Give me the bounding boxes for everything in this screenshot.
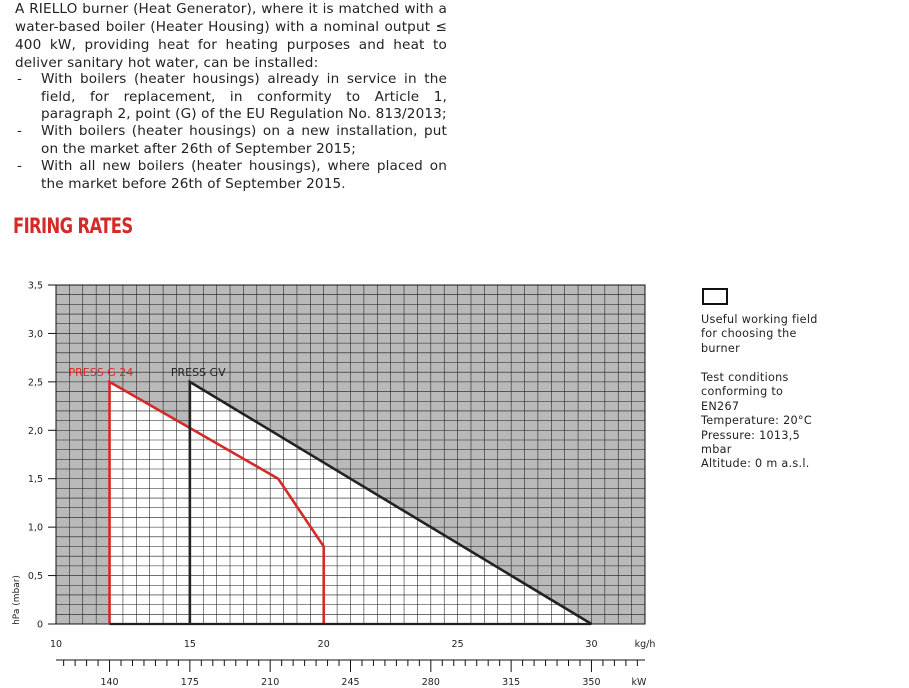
legend-line: Temperature: 20°C [701, 414, 812, 428]
x-tick-label-kgh: 30 [585, 639, 598, 650]
legend-line: for choosing the [701, 327, 797, 341]
x-tick-label-kgh: 10 [49, 639, 63, 650]
y-tick-label: 0,5 [27, 571, 43, 583]
bullet-text: With boilers (heater housings) on a new installation, put on the market after 26th of September 2015; [41, 123, 447, 157]
bullet-dash: - [17, 123, 23, 139]
legend-line: Altitude: 0 m a.s.l. [701, 457, 810, 471]
x-tick-label-kw: 245 [341, 677, 360, 688]
y-tick-label: 2,5 [27, 377, 43, 389]
y-tick-label: 1,5 [27, 474, 43, 486]
x-tick-label-kw: 315 [502, 677, 521, 688]
bullet-text: With all new boilers (heater housings), where placed on the market before 26th of September 2015. [41, 158, 447, 192]
legend-line: Test conditions [701, 371, 789, 384]
series-label-press-gv: PRESS GV [170, 365, 226, 379]
x-tick-label-kw: 280 [421, 677, 440, 688]
x-unit-kgh: kg/h [634, 639, 656, 650]
x-tick-label-kgh: 20 [317, 639, 330, 650]
legend-line: conforming to [701, 385, 784, 399]
y-axis-label: hPa (mbar) [12, 575, 22, 625]
bullet-dash: - [17, 158, 23, 174]
intro-paragraph: A RIELLO burner (Heat Generator), where it is matched with a water-based boiler (Heater Housing) with a nominal output ≤ 400 kW, providing heat for heating purposes and heat to deliver sanitary hot water, can be installed: [15, 1, 447, 72]
legend-line: EN267 [701, 399, 740, 413]
useful-working-field-box [702, 288, 728, 305]
y-tick-label: 3,0 [27, 328, 43, 340]
y-tick-label: 3,5 [27, 280, 43, 292]
legend-box-label [701, 313, 818, 356]
bullet-text: With boilers (heater housings) already in service in the field, for replacement, in conformity to Article 1, paragraph 2, point (G) of the EU Regulation No. 813/2013; [41, 71, 447, 122]
y-tick-label: 1,0 [27, 522, 43, 534]
legend-test-conditions [701, 371, 812, 472]
x-tick-label-kgh: 15 [183, 639, 196, 650]
x-tick-label-kw: 175 [180, 677, 199, 688]
section-title: FIRING RATES [13, 214, 133, 238]
x-tick-label-kw: 350 [582, 677, 601, 688]
x-unit-kw: kW [631, 677, 647, 688]
y-tick-label: 0 [36, 619, 43, 631]
legend-line: Pressure: 1013,5 [701, 428, 801, 442]
y-tick-label: 2,0 [27, 425, 43, 437]
legend-line: mbar [701, 443, 732, 457]
series-label-press-g24: PRESS G 24 [68, 365, 134, 379]
x-tick-label-kw: 140 [100, 677, 119, 688]
x-tick-label-kw: 210 [261, 677, 280, 688]
x-tick-label-kgh: 25 [451, 639, 464, 650]
legend-line: Useful working field [701, 313, 818, 326]
bullet-dash: - [17, 71, 23, 87]
legend-line: burner [701, 341, 740, 355]
